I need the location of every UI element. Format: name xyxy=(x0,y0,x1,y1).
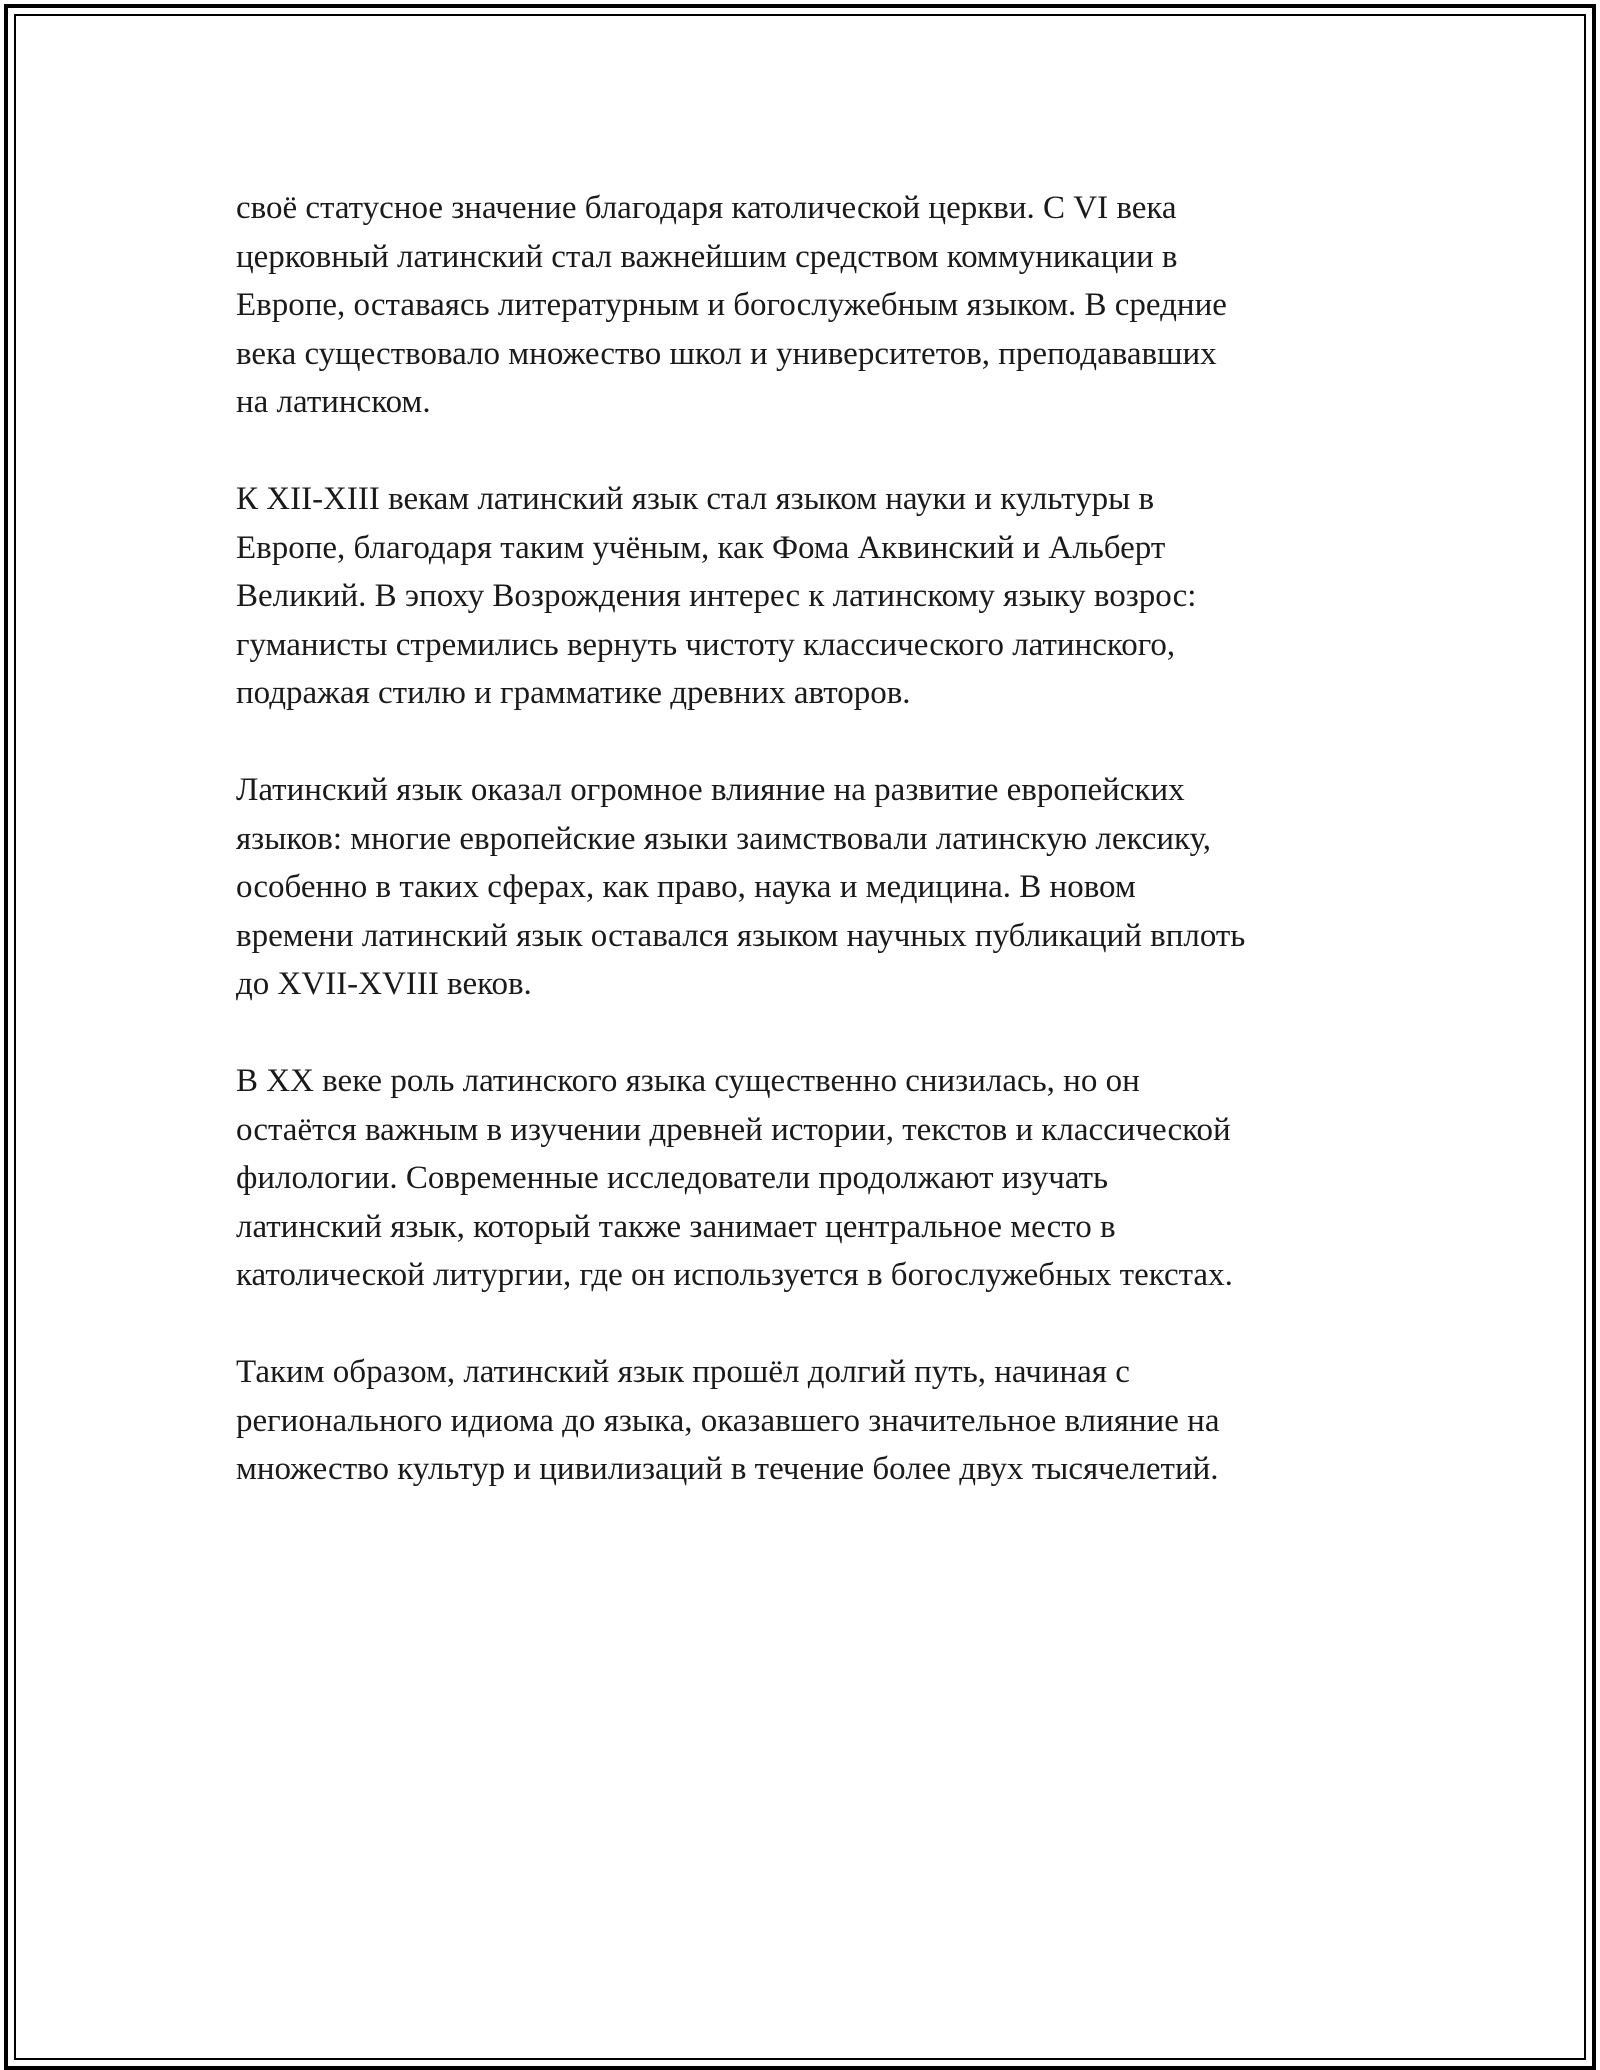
document-body xyxy=(236,184,1396,1542)
paragraph-1: своё статусное значение благодаря католической церкви. С VI века церковный латинский стал важнейшим средством коммуникации в Европе, оставаясь литературным и богослужебным языком. В средние века существовало множество школ и университетов, преподававших на латинском. xyxy=(236,190,1227,420)
paragraph-3: Латинский язык оказал огромное влияние на развитие европейских языков: многие европейские языки заимствовали латинскую лексику, особенно в таких сферах, как право, наука и медицина. В новом времени латинский язык оставался языком научных публикаций вплоть до XVII-XVIII веков. xyxy=(236,772,1246,1002)
paragraph-2: К XII-XIII векам латинский язык стал языком науки и культуры в Европе, благодаря таким учёным, как Фома Аквинский и Альберт Великий. В эпоху Возрождения интерес к латинскому языку возрос: гуманисты стремились вернуть чистоту классического латинского, подражая стилю и грамматике древних авторов. xyxy=(236,481,1197,711)
paragraph-4: В XX веке роль латинского языка существенно снизилась, но он остаётся важным в изучении древней истории, текстов и классической филологии. Современные исследователи продолжают изучать латинский язык, который также занимает центральное место в католической литургии, где он используется в богослужебных текстах. xyxy=(236,1063,1233,1293)
paragraph-5: Таким образом, латинский язык прошёл долгий путь, начиная с регионального идиома до языка, оказавшего значительное влияние на множество культур и цивилизаций в течение более двух тысячелетий. xyxy=(236,1354,1220,1487)
